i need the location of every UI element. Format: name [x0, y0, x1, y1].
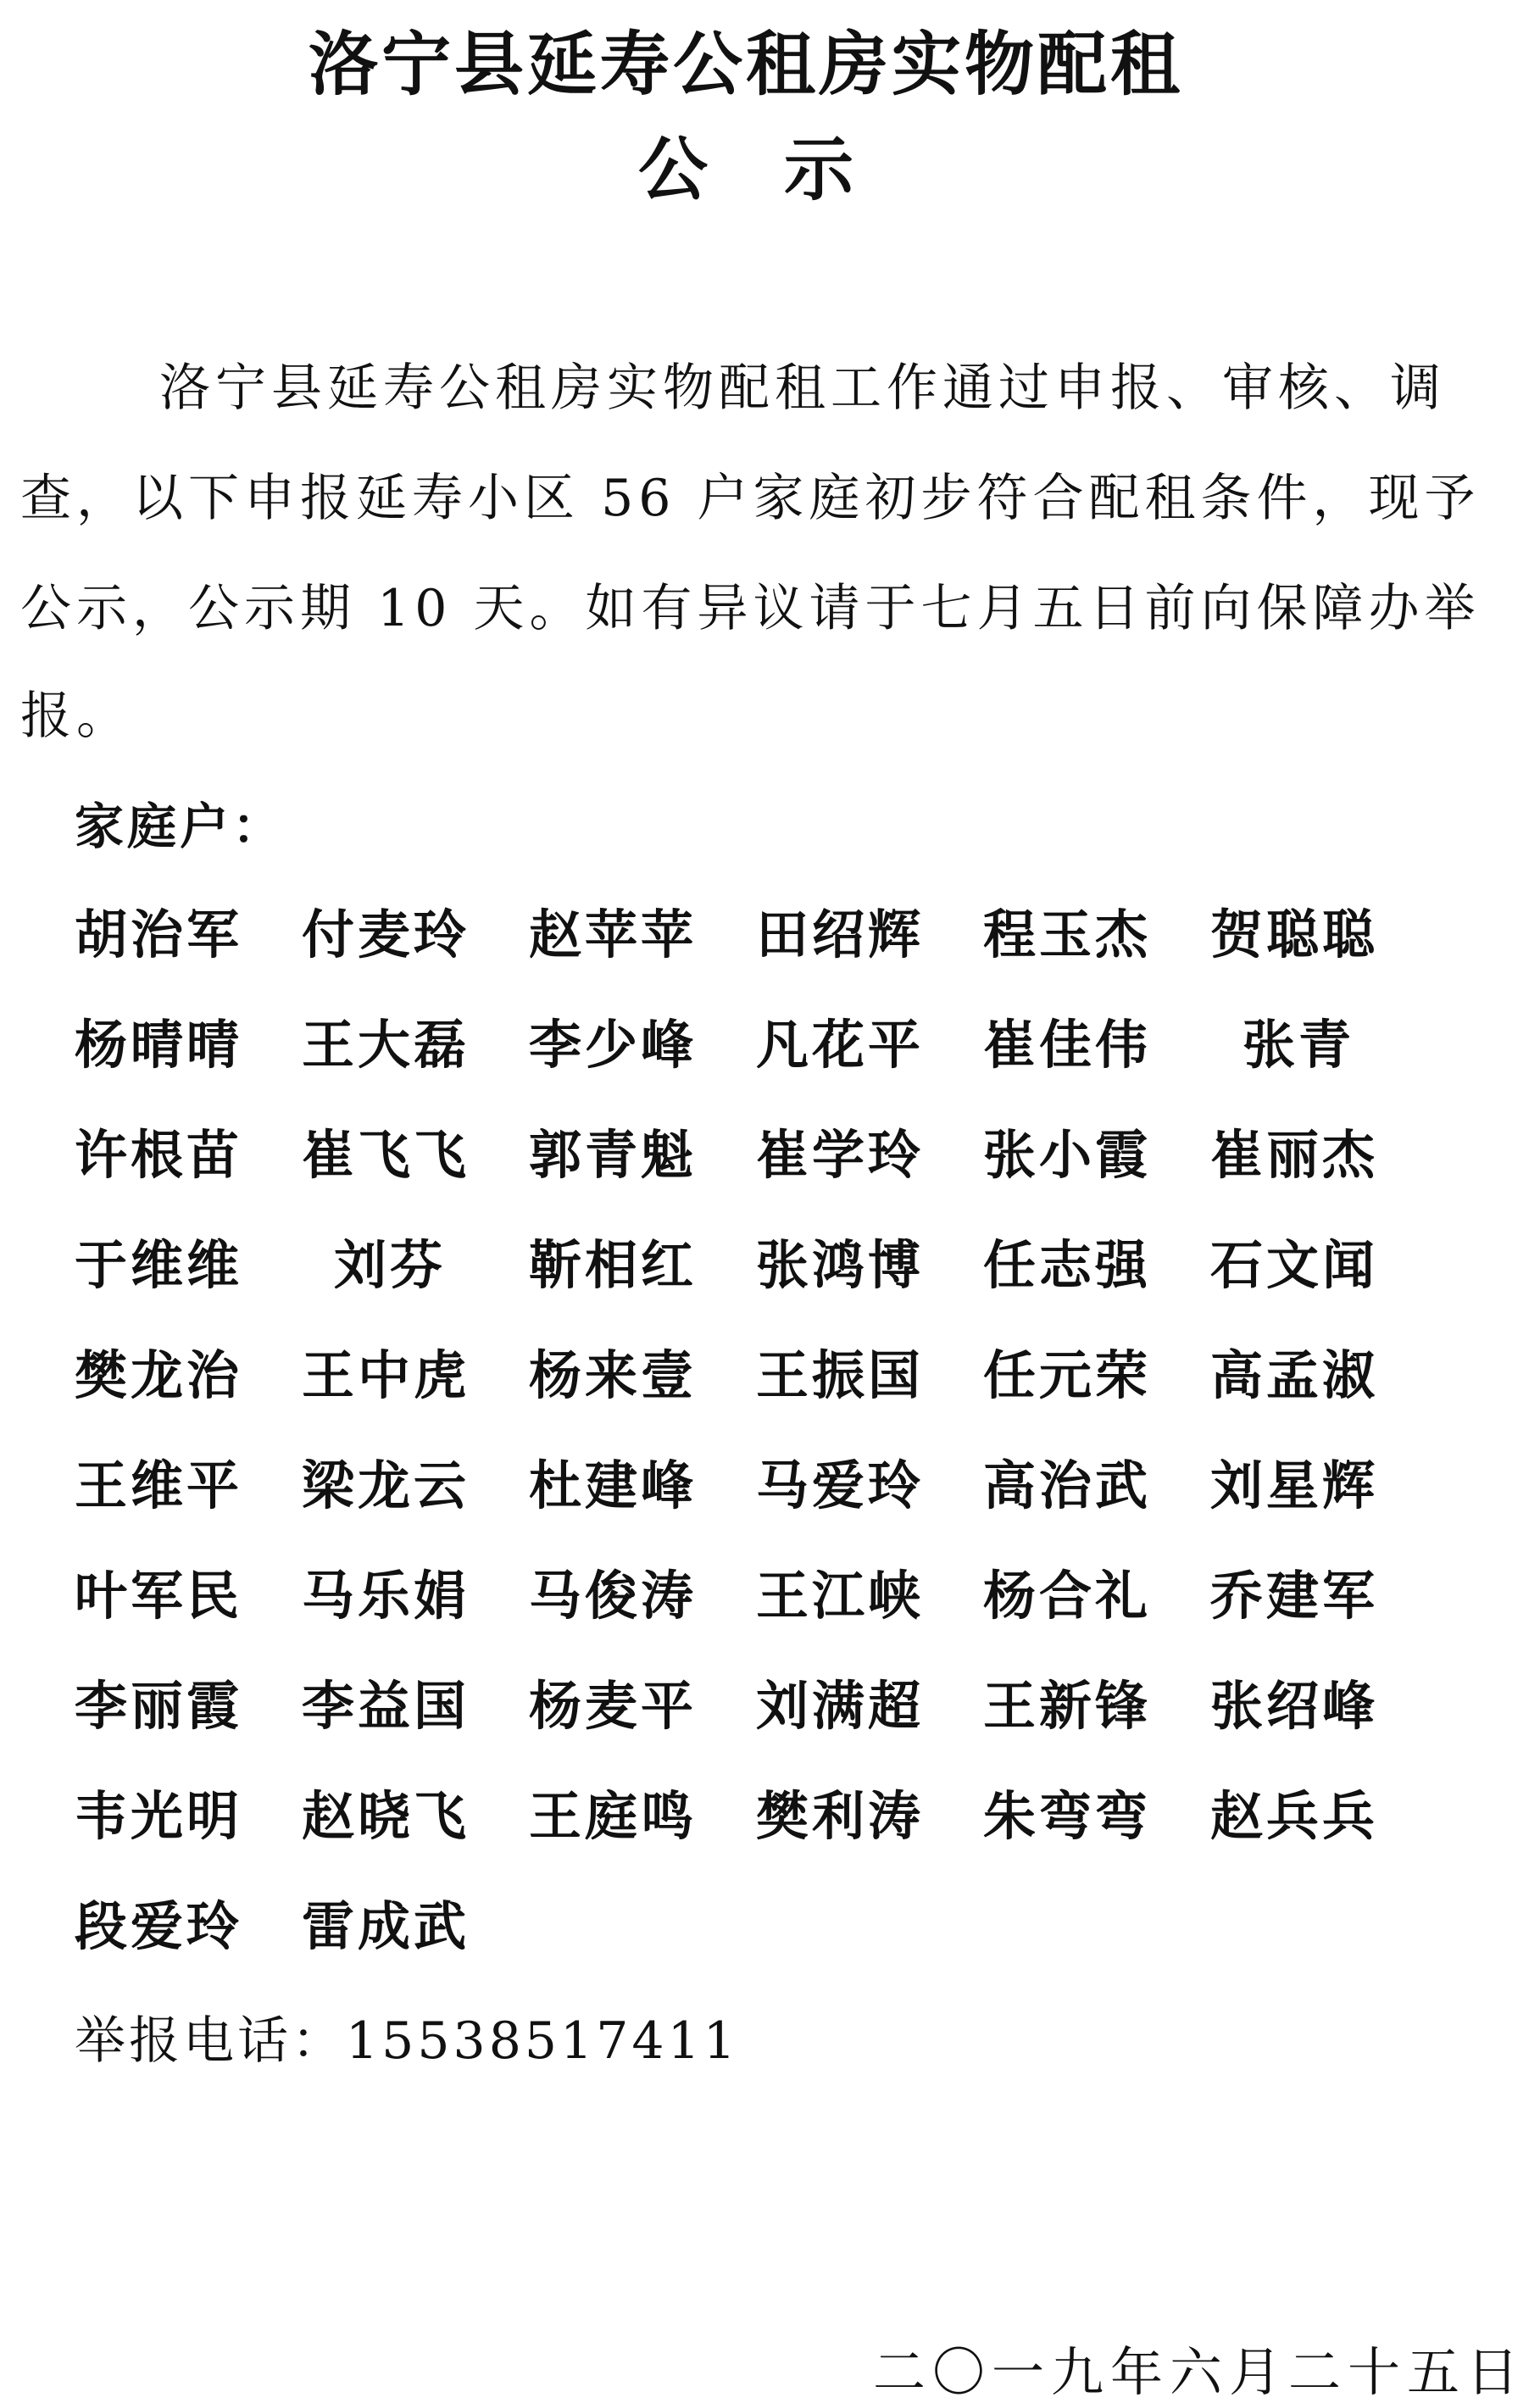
household-name: 胡治军	[75, 904, 243, 965]
household-name: 朱弯弯	[983, 1785, 1152, 1847]
household-name: 乔建军	[1210, 1565, 1379, 1627]
household-name: 许根苗	[75, 1124, 243, 1186]
household-name: 凡花平	[756, 1014, 925, 1076]
household-name: 高孟淑	[1210, 1344, 1379, 1406]
household-name: 崔学玲	[756, 1124, 925, 1186]
household-name: 张青	[1243, 1014, 1355, 1076]
household-name: 刘芬	[334, 1234, 447, 1296]
household-name: 田绍辉	[756, 904, 925, 965]
body-line-4: 报。	[20, 687, 132, 746]
household-name: 杨麦平	[529, 1675, 698, 1737]
household-name: 任志强	[983, 1234, 1152, 1296]
household-name: 叶军民	[75, 1565, 243, 1627]
household-name: 石文闻	[1210, 1234, 1379, 1296]
household-name: 王大磊	[302, 1014, 470, 1076]
household-name: 王庭鸣	[529, 1785, 698, 1847]
household-name: 杨来壹	[529, 1344, 698, 1406]
household-name: 马爱玲	[756, 1455, 925, 1516]
household-name: 程玉杰	[983, 904, 1152, 965]
household-name: 王新锋	[983, 1675, 1152, 1737]
household-name: 李益国	[302, 1675, 470, 1737]
household-name: 樊利涛	[756, 1785, 925, 1847]
household-name: 杜建峰	[529, 1455, 698, 1516]
household-name: 贺聪聪	[1210, 904, 1379, 965]
household-name: 王维平	[75, 1455, 243, 1516]
household-name: 崔飞飞	[302, 1124, 470, 1186]
household-name: 杨合礼	[983, 1565, 1152, 1627]
household-name: 李丽霞	[75, 1675, 243, 1737]
notice-subtitle: 公示	[637, 130, 930, 210]
household-name: 王江峡	[756, 1565, 925, 1627]
household-name: 任元荣	[983, 1344, 1152, 1406]
body-line-2: 查，以下申报延寿小区 56 户家庭初步符合配租条件，现予	[20, 469, 1481, 528]
household-name: 梁龙云	[302, 1455, 470, 1516]
household-name: 韦光明	[75, 1785, 243, 1847]
household-name: 赵晓飞	[302, 1785, 470, 1847]
household-name: 赵兵兵	[1210, 1785, 1379, 1847]
household-name: 郭青魁	[529, 1124, 698, 1186]
households-label: 家庭户：	[75, 798, 286, 855]
household-name: 赵苹苹	[529, 904, 698, 965]
household-name: 樊龙治	[75, 1344, 243, 1406]
household-name: 马俊涛	[529, 1565, 698, 1627]
household-name: 杨晴晴	[75, 1014, 243, 1076]
household-name: 雷成武	[302, 1895, 470, 1957]
household-name: 付麦玲	[302, 904, 470, 965]
notice-date: 二〇一九年六月二十五日	[873, 2341, 1526, 2403]
household-name: 张小霞	[983, 1124, 1152, 1186]
body-line-1: 洛宁县延寿公租房实物配租工作通过申报、审核、调	[159, 359, 1446, 418]
report-phone: 举报电话：15538517411	[75, 2011, 739, 2071]
body-line-3: 公示，公示期 10 天。如有异议请于七月五日前向保障办举	[20, 579, 1481, 638]
household-name: 刘满超	[756, 1675, 925, 1737]
household-name: 刘星辉	[1210, 1455, 1379, 1516]
household-name: 李少峰	[529, 1014, 698, 1076]
household-name: 段爱玲	[75, 1895, 243, 1957]
household-name: 靳相红	[529, 1234, 698, 1296]
household-name: 高治武	[983, 1455, 1152, 1516]
household-name: 崔佳伟	[983, 1014, 1152, 1076]
household-name: 崔丽杰	[1210, 1124, 1379, 1186]
notice-title: 洛宁县延寿公租房实物配租	[308, 25, 1183, 105]
household-name: 王中虎	[302, 1344, 470, 1406]
household-name: 张鸿博	[756, 1234, 925, 1296]
household-name: 王振国	[756, 1344, 925, 1406]
household-name: 马乐娟	[302, 1565, 470, 1627]
household-name: 张绍峰	[1210, 1675, 1379, 1737]
household-name: 于维维	[75, 1234, 243, 1296]
